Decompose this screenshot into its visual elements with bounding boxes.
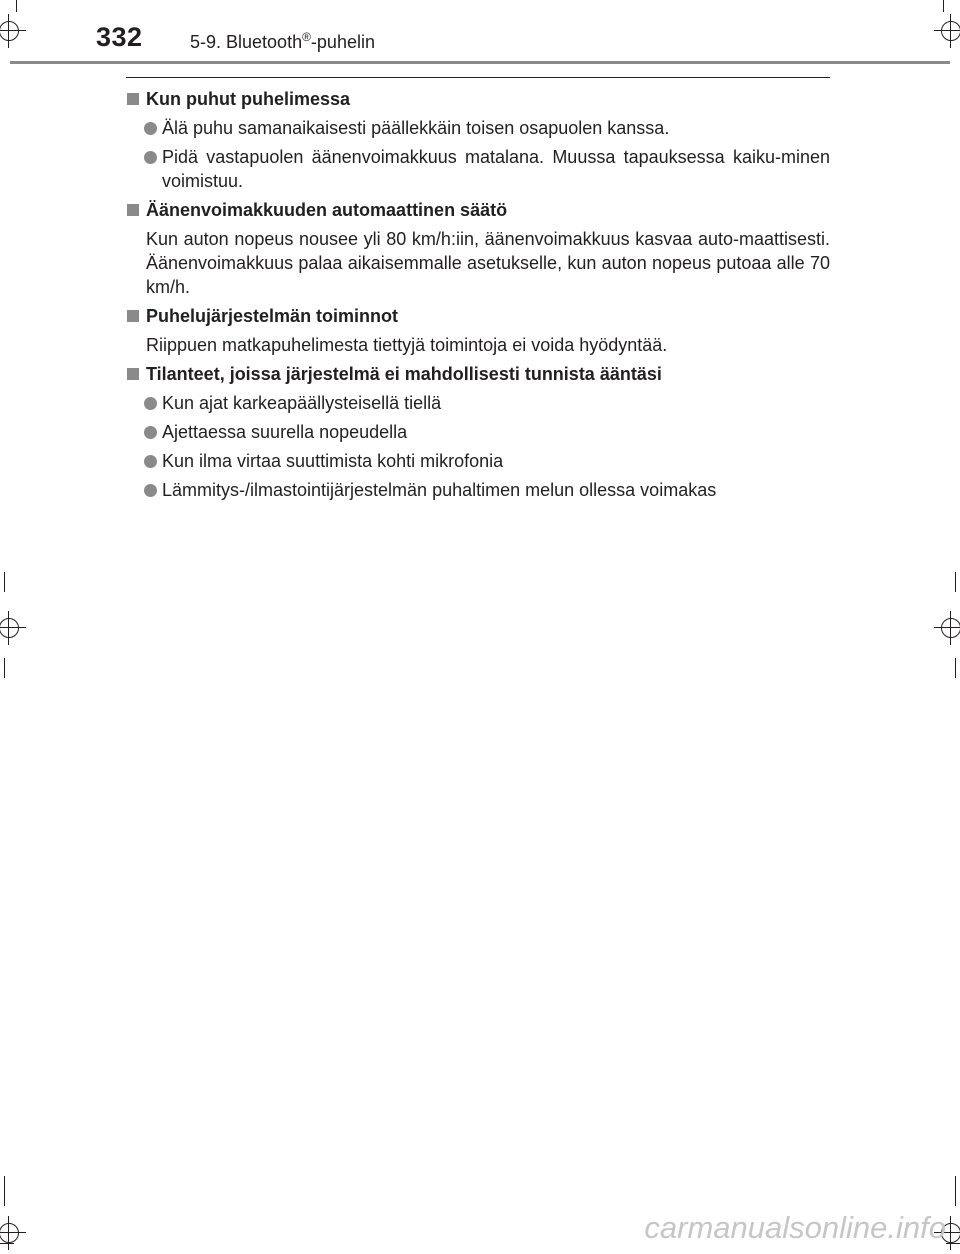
bullet-item	[126, 391, 830, 415]
bullet-text: Pidä vastapuolen äänenvoimakkuus matalana. Muussa tapauksessa kaiku-minen voimistuu.	[162, 147, 830, 191]
registration-mark-icon	[0, 617, 20, 639]
circle-bullet-icon	[144, 484, 157, 497]
crop-mark	[946, 1243, 960, 1244]
section-heading-text: Kun puhut puhelimessa	[146, 89, 351, 109]
circle-bullet-icon	[144, 426, 157, 439]
section-heading-text: Puhelujärjestelmän toiminnot	[146, 306, 399, 326]
content-top-rule	[126, 77, 830, 78]
section-heading-text: Äänenvoimakkuuden automaattinen säätö	[146, 200, 508, 220]
crop-mark	[955, 572, 956, 592]
square-bullet-icon	[127, 368, 139, 380]
section-heading-calling	[126, 87, 830, 111]
section-heading-voice-recognition	[126, 362, 830, 386]
chapter-title	[190, 30, 375, 53]
header-rule	[10, 61, 950, 64]
section-heading-call-functions	[126, 304, 830, 328]
chapter-suffix: -puhelin	[310, 32, 375, 52]
bullet-text: Älä puhu samanaikaisesti päällekkäin toisen osapuolen kanssa.	[162, 118, 670, 138]
bullet-item	[126, 478, 830, 502]
bullet-text: Lämmitys-/ilmastointijärjestelmän puhaltimen melun ollessa voimakas	[162, 480, 717, 500]
registration-mark-icon	[0, 20, 20, 42]
registration-mark-icon	[940, 617, 960, 639]
bullet-item	[126, 420, 830, 444]
bullet-item	[126, 116, 830, 140]
bullet-item	[126, 145, 830, 193]
section-heading-text: Tilanteet, joissa järjestelmä ei mahdollisesti tunnista ääntäsi	[146, 364, 662, 384]
crop-mark	[4, 658, 5, 678]
chapter-name: 5-9. Bluetooth	[190, 32, 303, 52]
square-bullet-icon	[127, 310, 139, 322]
bullet-item	[126, 449, 830, 473]
square-bullet-icon	[127, 204, 139, 216]
watermark: carmanualsonline.info	[644, 1210, 946, 1245]
circle-bullet-icon	[144, 122, 157, 135]
registered-mark: ®	[302, 30, 311, 44]
crop-mark	[16, 0, 17, 12]
square-bullet-icon	[127, 93, 139, 105]
crop-mark	[955, 658, 956, 678]
crop-mark	[943, 0, 944, 12]
circle-bullet-icon	[144, 397, 157, 410]
crop-mark	[0, 1243, 14, 1244]
bullet-text: Ajettaessa suurella nopeudella	[162, 422, 408, 442]
registration-mark-icon	[0, 1222, 20, 1244]
registration-mark-icon	[940, 20, 960, 42]
page-content	[126, 87, 830, 502]
section-paragraph: Kun auton nopeus nousee yli 80 km/h:iin, äänenvoimakkuus kasvaa auto-maattisesti. Äänenvoimakkuus palaa aikaisemmalle asetukselle, kun auton nopeus putoaa alle 70 km/h.	[146, 229, 830, 297]
section-heading-auto-volume	[126, 198, 830, 222]
bullet-text: Kun ilma virtaa suuttimista kohti mikrofonia	[162, 451, 504, 471]
section-paragraph: Riippuen matkapuhelimesta tiettyjä toimintoja ei voida hyödyntää.	[146, 335, 668, 355]
circle-bullet-icon	[144, 455, 157, 468]
circle-bullet-icon	[144, 151, 157, 164]
crop-mark	[955, 1176, 956, 1206]
crop-mark	[4, 572, 5, 592]
crop-mark	[4, 1176, 5, 1206]
bullet-text: Kun ajat karkeapäällysteisellä tiellä	[162, 393, 442, 413]
page-number: 332	[96, 22, 143, 52]
